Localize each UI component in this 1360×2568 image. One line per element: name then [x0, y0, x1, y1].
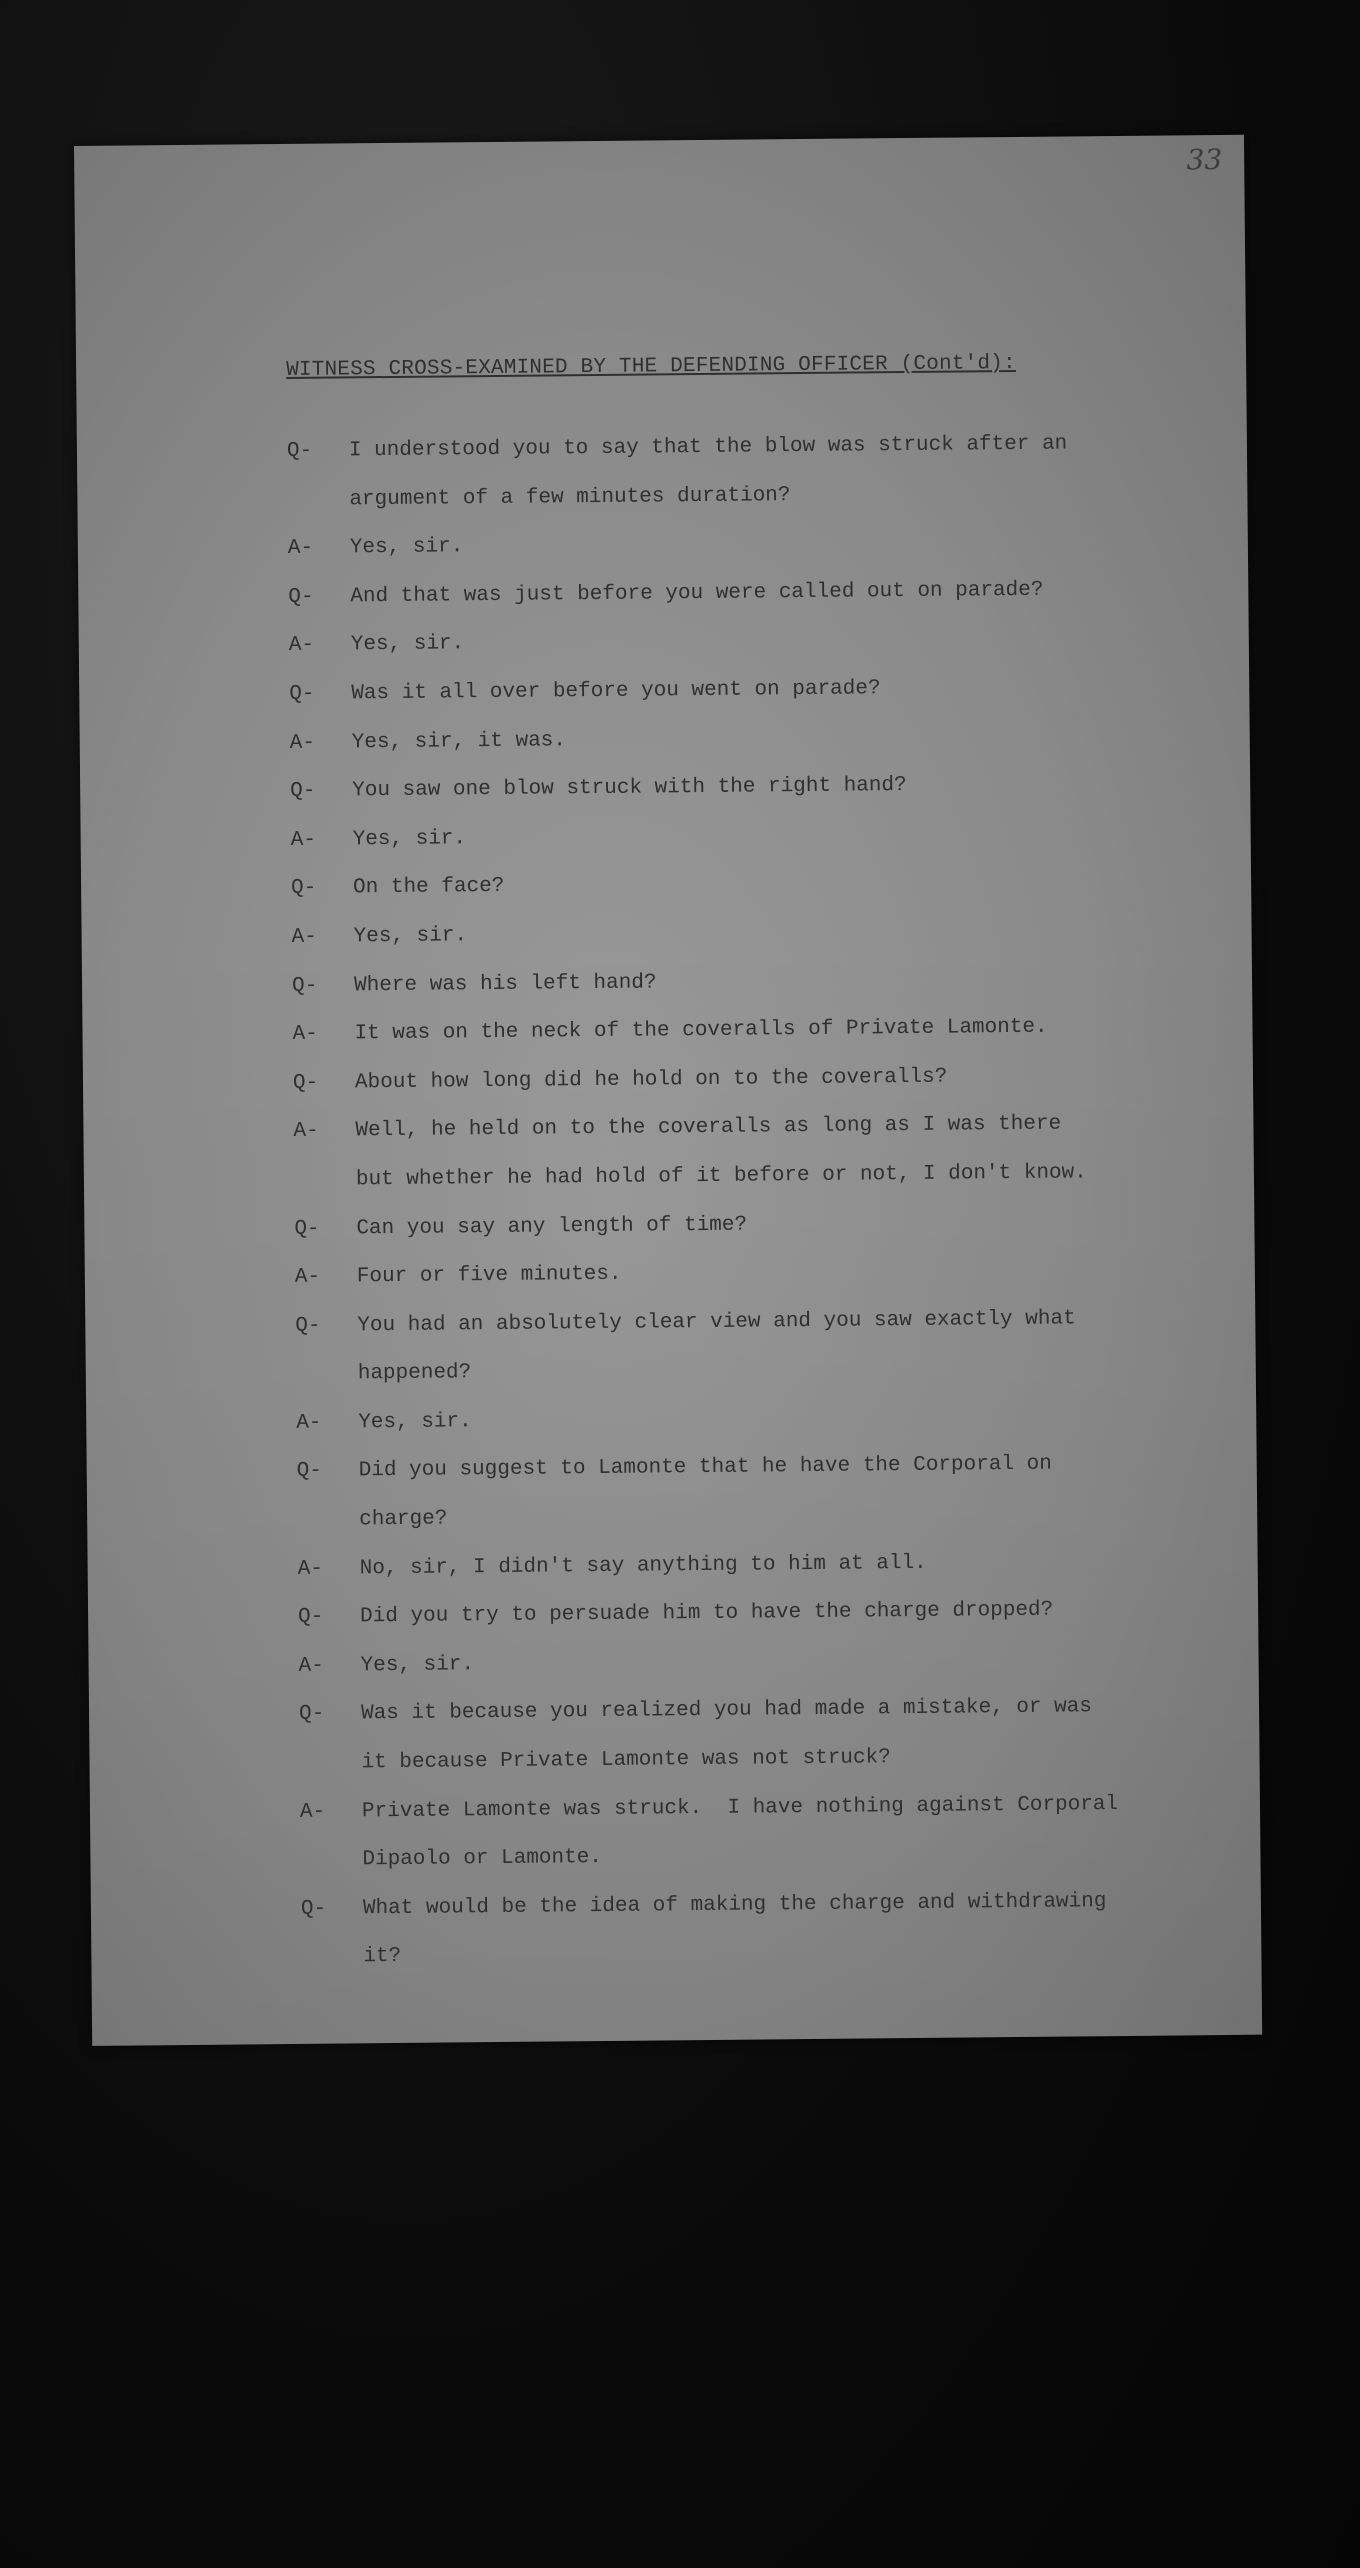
entry-text: Did you try to persuade him to have the charge dropped?	[360, 1598, 1054, 1629]
entry-text: You had an absolutely clear view and you saw exactly what	[357, 1307, 1076, 1338]
answer-marker: A-	[298, 1654, 324, 1678]
entry-text: Dipaolo or Lamonte.	[362, 1846, 603, 1872]
entry-text: it?	[363, 1945, 402, 1969]
entry-text: Yes, sir.	[353, 924, 468, 949]
entry-text: Four or five minutes.	[356, 1262, 622, 1289]
entry-text: Did you suggest to Lamonte that he have the Corporal on	[358, 1453, 1052, 1483]
question-marker: Q-	[288, 585, 314, 609]
answer-marker: A-	[294, 1265, 321, 1290]
entry-text: Yes, sir.	[349, 535, 464, 560]
entry-text: Was it all over before you went on parade?	[351, 677, 881, 706]
section-heading: WITNESS CROSS-EXAMINED BY THE DEFENDING OFFICER (Cont'd):	[286, 351, 1016, 382]
entry-text: And that was just before you were called out on parade?	[350, 578, 1044, 609]
answer-marker: A-	[289, 731, 316, 755]
entry-text: charge?	[359, 1507, 448, 1532]
entry-text: No, sir, I didn't say anything to him at all.	[359, 1551, 927, 1580]
question-marker: Q-	[289, 682, 315, 706]
page-number: 33	[1186, 142, 1223, 177]
question-marker: Q-	[296, 1460, 323, 1484]
entry-text: Can you say any length of time?	[356, 1213, 748, 1240]
entry-text: it because Private Lamonte was not struck?	[361, 1746, 891, 1775]
answer-marker: A-	[290, 828, 317, 852]
entry-text: I understood you to say that the blow was struck after an	[348, 432, 1068, 463]
answer-marker: A-	[287, 536, 314, 561]
question-marker: Q-	[286, 439, 313, 463]
question-marker: Q-	[298, 1605, 324, 1630]
entry-text: Yes, sir.	[352, 827, 467, 852]
entry-text: On the face?	[353, 875, 505, 900]
entry-text: but whether he had hold of it before or not, I don't know.	[355, 1161, 1087, 1192]
entry-text: happened?	[357, 1361, 472, 1386]
question-marker: Q-	[291, 877, 317, 901]
question-marker: Q-	[295, 1314, 321, 1338]
entry-text: Was it because you realized you had made a mistake, or was	[360, 1695, 1093, 1726]
answer-marker: A-	[297, 1557, 323, 1581]
continuation-line	[301, 1925, 1241, 1983]
answer-marker: A-	[291, 925, 317, 949]
entry-text: Yes, sir.	[360, 1653, 475, 1678]
answer-marker: A-	[299, 1800, 326, 1824]
question-marker: Q-	[294, 1217, 320, 1241]
entry-text: Yes, sir.	[358, 1410, 472, 1435]
question-marker: Q-	[298, 1703, 325, 1727]
question-marker: Q-	[290, 779, 316, 804]
question-marker: Q-	[300, 1897, 327, 1921]
answer-marker: A-	[292, 1022, 318, 1047]
typed-sheet	[74, 135, 1262, 2046]
entry-text: Private Lamonte was struck. I have nothing against Corporal	[361, 1792, 1119, 1823]
entry-text: argument of a few minutes duration?	[349, 483, 791, 511]
entry-text: Yes, sir, it was.	[351, 728, 567, 754]
question-marker: Q-	[292, 1071, 319, 1095]
answer-marker: A-	[288, 634, 315, 658]
entry-text: About how long did he hold on to the coveralls?	[354, 1065, 948, 1095]
answer-marker: A-	[296, 1411, 322, 1435]
entry-text: Yes, sir.	[350, 632, 465, 657]
qa-list	[287, 419, 1242, 1983]
entry-text: What would be the idea of making the charge and withdrawing	[362, 1889, 1107, 1921]
question-marker: Q-	[291, 974, 318, 998]
answer-marker: A-	[293, 1120, 319, 1144]
entry-text: It was on the neck of the coveralls of Private Lamonte.	[354, 1015, 1048, 1046]
entry-text: Where was his left hand?	[353, 970, 657, 997]
entry-text: Well, he held on to the coveralls as long as I was there	[355, 1112, 1062, 1143]
entry-text: You saw one blow struck with the right hand?	[352, 774, 907, 803]
